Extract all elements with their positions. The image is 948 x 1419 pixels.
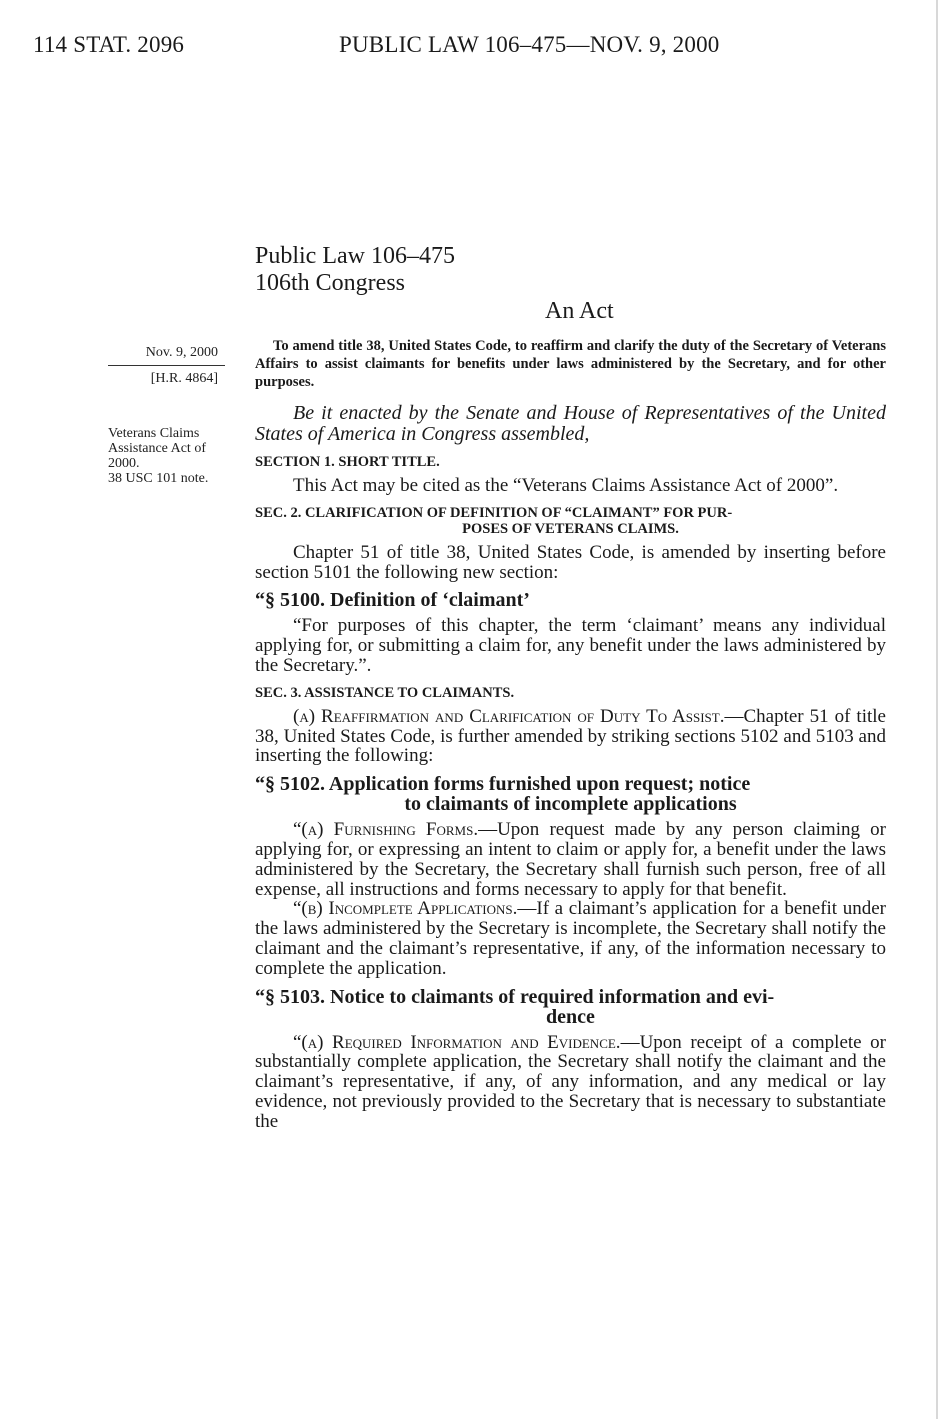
margin-note-line: Veterans Claims	[108, 426, 200, 441]
purpose-text: To amend title 38, United States Code, to reaffirm and clarify the duty of the Secretary of Veterans Affairs to assist claimants for benefits under laws administered by the Secretary, and for other purposes.	[255, 338, 886, 390]
section-5103-heading-line2: dence	[546, 1005, 595, 1028]
section-3a-text: —Chapter 51 of title 38, United States Code, is further amended by striking sections 5102 and 5103 and inserting the following:	[255, 705, 886, 767]
section-5103-heading-line1: “§ 5103. Notice to claimants of required information and evi-	[255, 985, 775, 1008]
section-2-text: Chapter 51 of title 38, United States Code, is amended by inserting before section 5101 the following new section:	[255, 541, 886, 583]
section-3a-paragraph	[255, 707, 886, 766]
margin-note-line: Assistance Act of	[108, 441, 206, 456]
section-5102a-text: —Upon request made by any person claiming or applying for, or expressing an intent to claim or apply for, a benefit under the laws administered by the Secretary, the Secretary shall furnish such person, free of all expense, all instructions and forms necessary to apply for that benefit.	[255, 819, 886, 900]
section-5102b-paragraph	[255, 899, 886, 978]
purpose-clause	[255, 337, 886, 391]
section-5102b-label: “(b) Incomplete Applications.	[293, 898, 518, 920]
running-header: PUBLIC LAW 106–475—NOV. 9, 2000	[339, 32, 720, 57]
section-2-heading-line2: POSES OF VETERANS CLAIMS.	[462, 520, 679, 537]
section-5103-heading	[255, 987, 886, 1027]
section-1-heading: SECTION 1. SHORT TITLE.	[255, 454, 440, 470]
margin-bill-number: [H.R. 4864]	[150, 371, 218, 386]
title-block	[255, 243, 455, 297]
section-5100-text: “For purposes of this chapter, the term ‘claimant’ means any individual applying for, or submitting a claim for, any benefit under the laws administered by the Secretary.”.	[255, 615, 886, 676]
page-edge-shadow	[936, 0, 938, 1419]
section-3a-label: (a) Reaffirmation and Clarification of Duty To Assist.	[293, 705, 725, 727]
act-body	[255, 403, 886, 1132]
enacting-clause: Be it enacted by the Senate and House of Representatives of the United States of America in Congress assembled,	[255, 402, 886, 445]
section-5102b-text: —If a claimant’s application for a benefit under the laws administered by the Secretary is incomplete, the Secretary shall notify the claimant and the claimant’s representative, if any, of the information necessary to complete the application.	[255, 898, 886, 979]
margin-rule	[108, 365, 225, 366]
section-5103a-label: “(a) Required Information and Evidence.	[293, 1031, 621, 1053]
page-stat-citation: 114 STAT. 2096	[33, 32, 185, 57]
congress-number: 106th Congress	[255, 270, 405, 296]
public-law-number: Public Law 106–475	[255, 243, 455, 269]
section-5102a-paragraph	[255, 820, 886, 899]
margin-note-line: 2000.	[108, 456, 140, 471]
margin-short-title-note	[108, 426, 248, 486]
section-5100-heading: “§ 5100. Definition of ‘claimant’	[255, 589, 530, 612]
an-act-heading: An Act	[545, 298, 614, 324]
section-2-heading	[255, 505, 886, 537]
section-5102a-label: “(a) Furnishing Forms.	[293, 819, 479, 841]
section-5103a-paragraph	[255, 1033, 886, 1132]
section-1-text: This Act may be cited as the “Veterans Claims Assistance Act of 2000”.	[293, 475, 839, 496]
section-3-heading: SEC. 3. ASSISTANCE TO CLAIMANTS.	[255, 684, 515, 701]
section-5102-heading-line1: “§ 5102. Application forms furnished upon request; notice	[255, 773, 751, 796]
section-5103a-text: —Upon receipt of a complete or substantially complete application, the Secretary shall notify the claimant and the claimant’s representative, if any, of any information, and any medical or lay evidence, not previously provided to the Secretary that is necessary to substantiate the	[255, 1031, 886, 1132]
section-2-heading-line1: SEC. 2. CLARIFICATION OF DEFINITION OF “CLAIMANT” FOR PUR-	[255, 504, 733, 521]
section-5102-heading-line2: to claimants of incomplete applications	[404, 793, 737, 816]
margin-usc-note: 38 USC 101 note.	[108, 471, 209, 486]
margin-date: Nov. 9, 2000	[145, 345, 218, 360]
section-5102-heading	[255, 774, 886, 814]
